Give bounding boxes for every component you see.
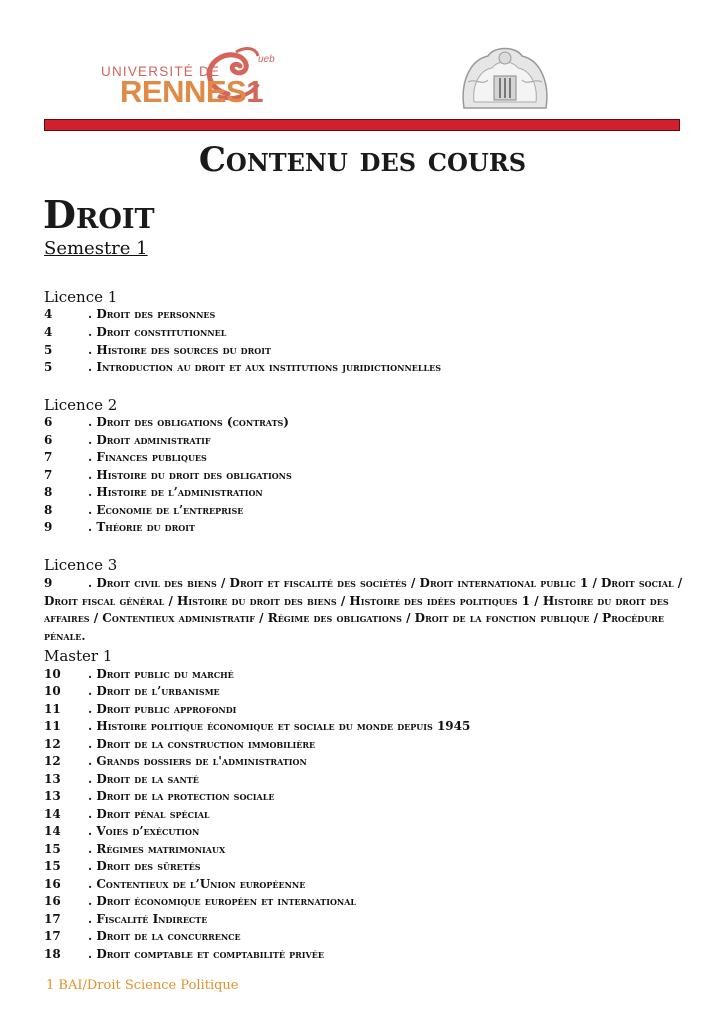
list-item: 4 . Droit constitutionnel <box>44 325 227 339</box>
list-item: 9 . Théorie du droit <box>44 520 195 534</box>
subject-heading: Droit <box>43 192 155 237</box>
list-item: 16 . Droit économique européen et international <box>44 894 357 908</box>
list-item: 18 . Droit comptable et comptabilité privée <box>44 947 324 961</box>
list-item: 10 . Droit public du marché <box>44 667 234 681</box>
section-master-1: Master 1 <box>44 647 113 665</box>
list-item: 11 . Histoire politique économique et sociale du monde depuis 1945 <box>44 719 471 733</box>
list-item: 7 . Histoire du droit des obligations <box>44 468 292 482</box>
list-item: 6 . Droit administratif <box>44 433 211 447</box>
list-item: 12 . Droit de la construction immobilière <box>44 737 316 751</box>
logo-ueb-text: ueb <box>258 54 275 65</box>
list-item: 13 . Droit de la santé <box>44 772 199 786</box>
list-item: 5 . Introduction au droit et aux institutions juridictionnelles <box>44 360 441 374</box>
list-item: 15 . Régimes matrimoniaux <box>44 842 226 856</box>
list-item: 5 . Histoire des sources du droit <box>44 343 271 357</box>
list-item: 8 . Economie de l’entreprise <box>44 503 244 517</box>
logo-number: 1 <box>246 74 263 109</box>
university-logo <box>98 44 278 110</box>
list-item: 17 . Droit de la concurrence <box>44 929 241 943</box>
list-item: 4 . Droit des personnes <box>44 307 216 321</box>
list-item: 11 . Droit public approfondi <box>44 702 237 716</box>
list-item: 12 . Grands dossiers de l'administration <box>44 754 307 768</box>
semester-heading: Semestre 1 <box>44 238 148 259</box>
list-item: 16 . Contentieux de l’Union européenne <box>44 877 306 891</box>
page-footer: 1 BAI/Droit Science Politique <box>46 978 239 993</box>
list-item: 13 . Droit de la protection sociale <box>44 789 275 803</box>
list-item: 14 . Droit pénal spécial <box>44 807 210 821</box>
list-item: 15 . Droit des sûretés <box>44 859 201 873</box>
list-item: 10 . Droit de l’urbanisme <box>44 684 220 698</box>
university-seal-icon <box>458 42 552 114</box>
page-title: Contenu des cours <box>198 140 527 180</box>
section-licence-2: Licence 2 <box>44 396 118 414</box>
header-divider-bar <box>44 119 680 131</box>
section-licence-3: Licence 3 <box>44 556 118 574</box>
list-item: 6 . Droit des obligations (contrats) <box>44 415 289 429</box>
logo-rennes-text: RENNES1 <box>120 74 263 109</box>
list-item: 8 . Histoire de l’administration <box>44 485 263 499</box>
logo-university-text: UNIVERSITÉ DE <box>101 64 221 79</box>
section-licence-1: Licence 1 <box>44 288 118 306</box>
list-item: 17 . Fiscalité Indirecte <box>44 912 208 926</box>
licence-3-course-list: 9 . Droit civil des biens / Droit et fiscalité des sociétés / Droit international public 1 / Droit social / Droit fiscal général / Histoire du droit des biens / Histoire des idées politiques 1 / Histoire du droit des affaires / Contentieux administratif / Régime des obligations / Droit de la fonction publique / Procédure pénale. <box>44 576 683 643</box>
list-item: 7 . Finances publiques <box>44 450 207 464</box>
list-item: 14 . Voies d’exécution <box>44 824 200 838</box>
